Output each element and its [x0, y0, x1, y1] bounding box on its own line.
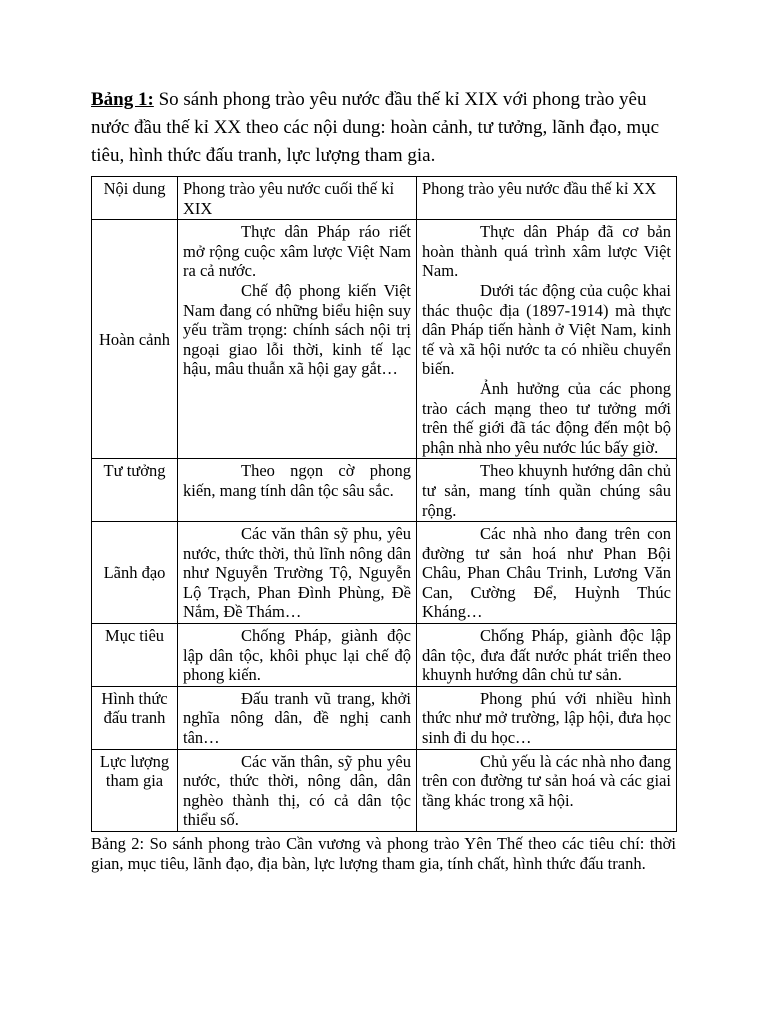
cell-20th-century — [417, 749, 677, 831]
header-20th-century: Phong trào yêu nước đầu thế kỉ XX — [417, 177, 677, 220]
table-2-description: Bảng 2: So sánh phong trào Cần vương và phong trào Yên Thế theo các tiêu chí: thời gian, mục tiêu, lãnh đạo, địa bàn, lực lượng tham gia, tính chất, hình thức đấu tranh. — [91, 834, 676, 873]
table-row-lanh-dao — [92, 522, 677, 624]
cell-19th-century — [178, 220, 417, 459]
criterion-cell: Lãnh đạo — [92, 522, 178, 624]
cell-paragraph: Các văn thân sỹ phu, yêu nước, thức thời, thủ lĩnh nông dân như Nguyễn Trường Tộ, Nguyễn Lộ Trạch, Phan Đình Phùng, Đề Nắm, Đề Thám… — [183, 524, 411, 622]
table-header-row — [92, 177, 677, 220]
table-row-hinh-thuc — [92, 686, 677, 749]
criterion-cell: Tư tưởng — [92, 459, 178, 522]
criterion-cell: Lực lượng tham gia — [92, 749, 178, 831]
cell-20th-century — [417, 686, 677, 749]
table-1-label: Bảng 1: — [91, 89, 154, 110]
cell-paragraph: Chống Pháp, giành độc lập dân tộc, khôi phục lại chế độ phong kiến. — [183, 626, 411, 685]
cell-20th-century — [417, 624, 677, 687]
cell-20th-century — [417, 459, 677, 522]
cell-20th-century — [417, 522, 677, 624]
cell-paragraph: Các văn thân, sỹ phu yêu nước, thức thời, nông dân, dân nghèo thành thị, có cả dân tộc thiểu số. — [183, 751, 411, 830]
comparison-table — [91, 176, 677, 832]
cell-paragraph: Phong phú với nhiều hình thức như mở trường, lập hội, đưa học sinh đi du học… — [422, 688, 671, 748]
criterion-cell: Hình thức đấu tranh — [92, 686, 178, 749]
table-row-luc-luong — [92, 749, 677, 831]
cell-paragraph: Đấu tranh vũ trang, khởi nghĩa nông dân, đề nghị canh tân… — [183, 688, 411, 748]
cell-paragraph: Thực dân Pháp ráo riết mở rộng cuộc xâm lược Việt Nam ra cả nước. — [183, 222, 411, 281]
cell-19th-century — [178, 522, 417, 624]
table-1-description: So sánh phong trào yêu nước đầu thế kỉ XIX với phong trào yêu nước đầu thế kỉ XX theo các nội dung: hoàn cảnh, tư tưởng, lãnh đạo, mục tiêu, hình thức đấu tranh, lực lượng tham gia. — [91, 89, 660, 166]
table-1-heading — [91, 86, 676, 170]
table-row-tu-tuong — [92, 459, 677, 522]
cell-paragraph: Theo ngọn cờ phong kiến, mang tính dân tộc sâu sắc. — [183, 461, 411, 500]
cell-19th-century — [178, 459, 417, 522]
criterion-cell: Mục tiêu — [92, 624, 178, 687]
document-page — [91, 86, 676, 873]
cell-19th-century — [178, 686, 417, 749]
header-criterion: Nội dung — [92, 177, 178, 220]
cell-paragraph: Chống Pháp, giành độc lập dân tộc, đưa đất nước phát triển theo khuynh hướng dân chủ tư sản. — [422, 626, 671, 685]
cell-20th-century — [417, 220, 677, 459]
cell-paragraph: Dưới tác động của cuộc khai thác thuộc địa (1897-1914) mà thực dân Pháp tiến hành ở Việt Nam, kinh tế và xã hội nước ta có nhiều chuyển biến. — [422, 280, 671, 379]
cell-paragraph: Chế độ phong kiến Việt Nam đang có những biểu hiện suy yếu trầm trọng: chính sách nội trị ngoại giao lỗi thời, kinh tế lạc hậu, mâu thuẫn xã hội gay gắt… — [183, 280, 411, 379]
cell-19th-century — [178, 749, 417, 831]
table-row-muc-tieu — [92, 624, 677, 687]
cell-paragraph: Thực dân Pháp đã cơ bản hoàn thành quá trình xâm lược Việt Nam. — [422, 222, 671, 281]
header-19th-century: Phong trào yêu nước cuối thế kỉ XIX — [178, 177, 417, 220]
criterion-cell: Hoàn cảnh — [92, 220, 178, 459]
cell-paragraph: Chủ yếu là các nhà nho đang trên con đường tư sản hoá và các giai tầng khác trong xã hội. — [422, 751, 671, 810]
cell-paragraph: Các nhà nho đang trên con đường tư sản hoá như Phan Bội Châu, Phan Châu Trinh, Lương Văn Can, Cường Để, Huỳnh Thúc Kháng… — [422, 524, 671, 622]
cell-19th-century — [178, 624, 417, 687]
cell-paragraph: Ảnh hưởng của các phong trào cách mạng theo tư tưởng mới trên thế giới đã tác động đến một bộ phận nhà nho yêu nước lúc bấy giờ. — [422, 378, 671, 457]
cell-paragraph: Theo khuynh hướng dân chủ tư sản, mang tính quần chúng sâu rộng. — [422, 461, 671, 520]
table-row-hoan-canh — [92, 220, 677, 459]
